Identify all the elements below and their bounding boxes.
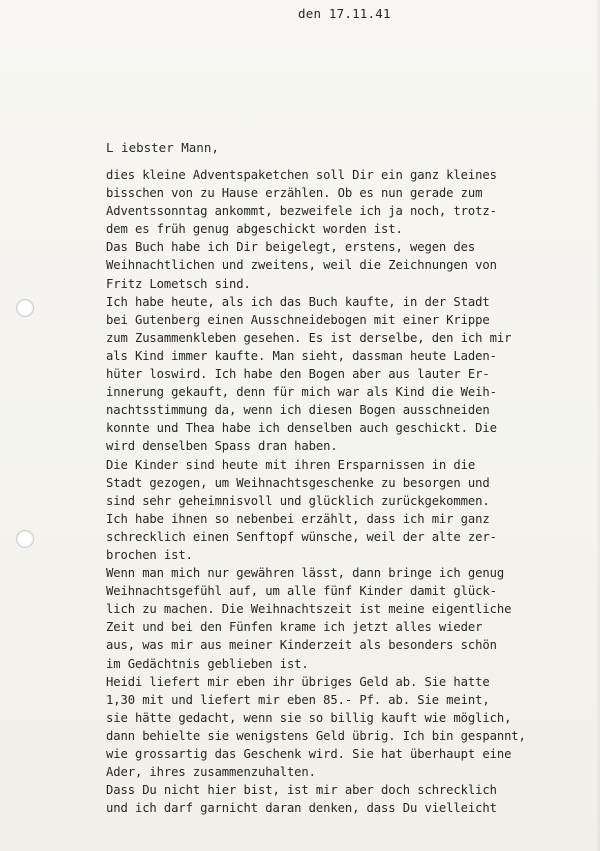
body-line: Das Buch habe ich Dir beigelegt, erstens, wegen des [106, 240, 476, 255]
body-line: Die Kinder sind heute mit ihren Ersparnissen in die [106, 457, 476, 472]
body-line: innerung gekauft, denn für mich war als Kind die Weih- [106, 385, 497, 400]
body-line: hüter loswird. Ich habe den Bogen aber aus lauter Er- [106, 367, 490, 382]
page-edge [596, 0, 600, 851]
body-line: Ader, ihres zusammenzuhalten. [106, 765, 316, 780]
body-line: bisschen von zu Hause erzählen. Ob es nun gerade zum [106, 186, 483, 201]
letter-body [106, 166, 576, 817]
show-through-text [300, 22, 600, 142]
body-line: Weihnachtlichen und zweitens, weil die Zeichnungen von [106, 258, 497, 273]
body-line: Heidi liefert mir eben ihr übriges Geld ab. Sie hatte [106, 674, 490, 689]
body-line: Dass Du nicht hier bist, ist mir aber doch schrecklich [106, 783, 497, 798]
body-line: lich zu machen. Die Weihnachtszeit ist meine eigentliche [106, 602, 512, 617]
body-line: nachtsstimmung da, wenn ich diesen Bogen ausschneiden [106, 403, 490, 418]
salutation: L iebster Mann, [106, 140, 219, 155]
body-line: im Gedächtnis geblieben ist. [106, 656, 309, 671]
body-line: wie grossartig das Geschenk wird. Sie hat überhaupt eine [106, 747, 512, 761]
body-line: dann behielte sie wenigstens Geld übrig. Ich bin gespannt, [106, 728, 526, 743]
body-line: Stadt gezogen, um Weihnachtsgeschenke zu besorgen und [106, 475, 490, 490]
body-line: dies kleine Adventspaketchen soll Dir ein ganz kleines [106, 168, 497, 182]
body-line: sie hätte gedacht, wenn sie so billig kauft wie möglich, [106, 710, 512, 725]
body-line: Wenn man mich nur gewähren lässt, dann bringe ich genug [106, 566, 505, 581]
body-line: Fritz Lometsch sind. [106, 276, 251, 291]
body-line: Ich habe ihnen so nebenbei erzählt, dass ich mir ganz [106, 511, 490, 526]
punch-hole-bottom [16, 530, 34, 548]
body-line: als Kind immer kaufte. Man sieht, dassman heute Laden- [106, 348, 497, 363]
body-line: Adventssonntag ankommt, bezweifele ich ja noch, trotz- [106, 204, 497, 219]
body-line: aus, was mir aus meiner Kinderzeit als besonders schön [106, 638, 497, 653]
body-line: zum Zusammenkleben gesehen. Es ist derselbe, den ich mir [106, 330, 512, 345]
body-line: Ich habe heute, als ich das Buch kaufte, in der Stadt [106, 294, 490, 309]
body-line: Weihnachtsgefühl auf, um alle fünf Kinder damit glück- [106, 584, 497, 599]
body-line: wird denselben Spass dran haben. [106, 439, 338, 454]
body-line: bei Gutenberg einen Ausschneidebogen mit einer Krippe [106, 312, 490, 327]
body-line: konnte und Thea habe ich denselben auch geschickt. Die [106, 421, 497, 436]
punch-hole-top [16, 299, 34, 317]
body-line: und ich darf garnicht daran denken, dass Du vielleicht [106, 801, 497, 816]
body-line: dem es früh genug abgeschickt worden ist. [106, 222, 403, 237]
letter-date: den 17.11.41 [298, 6, 391, 21]
body-line: Zeit und bei den Fünfen krame ich jetzt alles wieder [106, 620, 483, 635]
body-line: brochen ist. [106, 547, 193, 562]
body-line: schrecklich einen Senftopf wünsche, weil der alte zer- [106, 529, 497, 544]
body-line: 1,30 mit und liefert mir eben 85.- Pf. ab. Sie meint, [106, 692, 490, 707]
body-line: sind sehr geheimnisvoll und glücklich zurückgekommen. [106, 493, 490, 508]
